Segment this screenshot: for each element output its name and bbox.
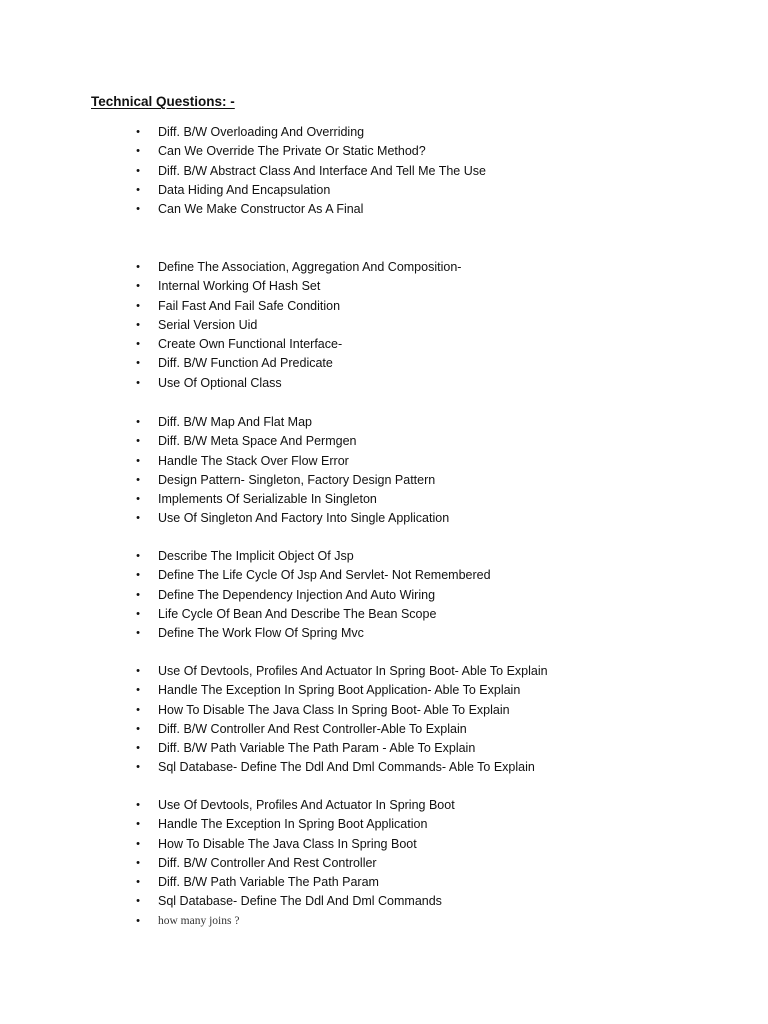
question-text: Diff. B/W Map And Flat Map: [158, 415, 312, 429]
question-text: Sql Database- Define The Ddl And Dml Commands- Able To Explain: [158, 760, 535, 775]
question-text: Handle The Exception In Spring Boot Application- Able To Explain: [158, 683, 521, 698]
question-text: Define The Association, Aggregation And Composition-: [158, 260, 462, 274]
bullet-icon: •: [136, 722, 140, 735]
bullet-icon: •: [136, 435, 140, 448]
question-text: Data Hiding And Encapsulation: [158, 182, 331, 197]
bullet-icon: •: [136, 357, 140, 370]
question-text: Diff. B/W Overloading And Overriding: [158, 125, 365, 139]
bullet-icon: •: [136, 261, 140, 273]
question-text: Diff. B/W Controller And Rest Controller: [158, 855, 377, 870]
question-text: Create Own Functional Interface-: [158, 337, 343, 352]
question-text: Define The Life Cycle Of Jsp And Servlet- Not Remembered: [158, 568, 491, 583]
question-text: Handle The Exception In Spring Boot Application: [158, 817, 428, 832]
question-text: how many joins ?: [158, 914, 240, 927]
question-text: Diff. B/W Meta Space And Permgen: [158, 434, 357, 449]
bullet-icon: •: [136, 203, 140, 216]
bullet-icon: •: [136, 742, 140, 755]
bullet-icon: •: [136, 493, 140, 506]
bullet-icon: •: [136, 895, 140, 908]
bullet-icon: •: [136, 818, 140, 831]
bullet-icon: •: [136, 454, 140, 467]
question-text: Internal Working Of Hash Set: [158, 279, 321, 294]
question-text: Diff. B/W Abstract Class And Interface And Tell Me The Use: [158, 163, 486, 178]
question-text: Diff. B/W Path Variable The Path Param: [158, 875, 379, 890]
bullet-icon: •: [136, 145, 140, 158]
question-text: Diff. B/W Path Variable The Path Param - Able To Explain: [158, 741, 476, 756]
bullet-icon: •: [136, 856, 140, 869]
question-text: Life Cycle Of Bean And Describe The Bean Scope: [158, 606, 437, 621]
question-text: Serial Version Uid: [158, 317, 258, 332]
bullet-icon: •: [136, 473, 140, 486]
bullet-icon: •: [136, 799, 140, 811]
question-text: Describe The Implicit Object Of Jsp: [158, 549, 354, 563]
bullet-icon: •: [136, 550, 140, 562]
bullet-icon: •: [136, 703, 140, 716]
bullet-icon: •: [136, 914, 140, 927]
bullet-icon: •: [136, 588, 140, 601]
question-text: Use Of Singleton And Factory Into Single Application: [158, 511, 450, 526]
question-text: Use Of Devtools, Profiles And Actuator In Spring Boot: [158, 798, 455, 812]
question-text: How To Disable The Java Class In Spring Boot: [158, 836, 417, 851]
bullet-icon: •: [136, 164, 140, 177]
bullet-icon: •: [136, 607, 140, 620]
bullet-icon: •: [136, 761, 140, 774]
question-text: Can We Override The Private Or Static Method?: [158, 144, 426, 159]
question-text: Diff. B/W Function Ad Predicate: [158, 356, 333, 371]
question-text: Implements Of Serializable In Singleton: [158, 492, 377, 507]
bullet-icon: •: [136, 338, 140, 351]
bullet-icon: •: [136, 665, 140, 677]
bullet-icon: •: [136, 876, 140, 889]
question-text: Define The Dependency Injection And Auto Wiring: [158, 587, 436, 602]
bullet-icon: •: [136, 376, 140, 389]
bullet-icon: •: [136, 318, 140, 331]
question-text: Sql Database- Define The Ddl And Dml Commands: [158, 894, 442, 909]
bullet-icon: •: [136, 183, 140, 196]
question-text: Design Pattern- Singleton, Factory Design Pattern: [158, 472, 436, 487]
bullet-icon: •: [136, 126, 140, 138]
bullet-icon: •: [136, 280, 140, 293]
page-title: Technical Questions: -: [91, 94, 235, 109]
bullet-icon: •: [136, 837, 140, 850]
question-text: Define The Work Flow Of Spring Mvc: [158, 626, 364, 641]
question-text: Can We Make Constructor As A Final: [158, 202, 364, 217]
question-text: Diff. B/W Controller And Rest Controller-Able To Explain: [158, 721, 467, 736]
bullet-icon: •: [136, 627, 140, 640]
bullet-icon: •: [136, 512, 140, 525]
question-text: Use Of Devtools, Profiles And Actuator In Spring Boot- Able To Explain: [158, 664, 548, 678]
question-text: Use Of Optional Class: [158, 375, 282, 390]
bullet-icon: •: [136, 299, 140, 312]
question-text: How To Disable The Java Class In Spring Boot- Able To Explain: [158, 702, 510, 717]
bullet-icon: •: [136, 416, 140, 428]
bullet-icon: •: [136, 569, 140, 582]
bullet-icon: •: [136, 684, 140, 697]
question-text: Fail Fast And Fail Safe Condition: [158, 298, 341, 313]
question-text: Handle The Stack Over Flow Error: [158, 453, 349, 468]
